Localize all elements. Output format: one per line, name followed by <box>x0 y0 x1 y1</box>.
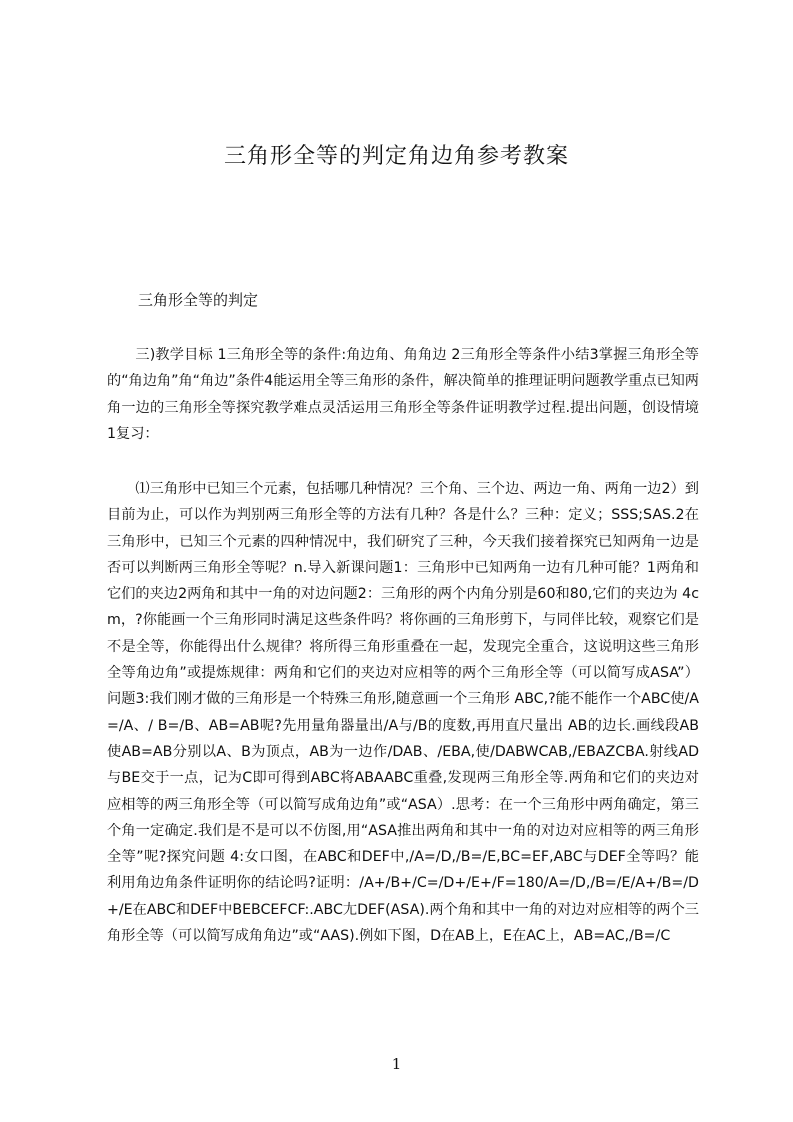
document-title: 三角形全等的判定角边角参考教案 <box>223 144 569 169</box>
paragraph: 三)教学目标 1三角形全等的条件:角边角、角角边 2三角形全等条件小结3掌握三角形全等的“角边角”角“角边”条件4能运用全等三角形的条件，解决简单的推理证明问题教学重点已知两角一边的三角形全等探究教学难点灵活运用三角形全等条件证明教学过程.提出问题，创设情境1复习： <box>107 347 699 442</box>
paragraph: ⑴三角形中已知三个元素，包括哪几种情况？三个角、三个边、两边一角、两角一边2）到目前为止，可以作为判别两三角形全等的方法有几种？各是什么？三种：定义；SSS;SAS.2在三角形中，已知三个元素的四种情况中，我们研究了三种，今天我们接着探究已知两角一边是否可以判断两三角形全等呢？n.导入新课问题1：三角形中已知两角一边有几种可能？1两角和它们的夹边2两角和其中一角的对边问题2：三角形的两个内角分别是60和80,它们的夹边为 4cm，?你能画一个三角形同时满足这些条件吗？将你画的三角形剪下，与同伴比较，观察它们是不是全等，你能得出什么规律？将所得三角形重叠在一起，发现完全重合，这说明这些三角形全等角边角”或提炼规律：两角和它们的夹边对应相等的两个三角形全等（可以简写成ASA”）问题3:我们刚才做的三角形是一个特殊三角形,随意画一个三角形 ABC,?能不能作一个ABC使/A=/A、/ B=/B、AB=AB呢?先用量角器量出/A与/B的度数,再用直尺量出 AB的边长.画线段AB使AB=AB分别以A、B为顶点，AB为一边作/DAB、/EBA,使/DABWCAB,/EBAZCBA.射线AD与BE交于一点，记为C即可得到ABC将ABAABC重叠,发现两三角形全等.两角和它们的夹边对应相等的两三角形全等（可以简写成角边角”或“ASA）.思考：在一个三角形中两角确定，第三个角一定确定.我们是不是可以不仿图,用“ASA推出两角和其中一角的对边对应相等的两三角形全等”呢?探究问题 4:女口图，在ABC和DEF中,/A=/D,/B=/E,BC=EF,ABC与DEF全等吗？能利用角边角条件证明你的结论吗?证明：/A+/B+/C=/D+/E+/F=180/A=/D,/B=/E/A+/B=/D+/E在ABC和DEF中BEBCEFCF:.ABC尢DEF(ASA).两个角和其中一角的对边对应相等的两个三角形全等（可以简写成角角边”或“AAS).例如下图，D在AB上，E在AC上，AB=AC,/B=/C <box>107 481 699 945</box>
section-heading: 三角形全等的判定 <box>138 291 259 309</box>
page-number: 1 <box>391 1055 402 1073</box>
